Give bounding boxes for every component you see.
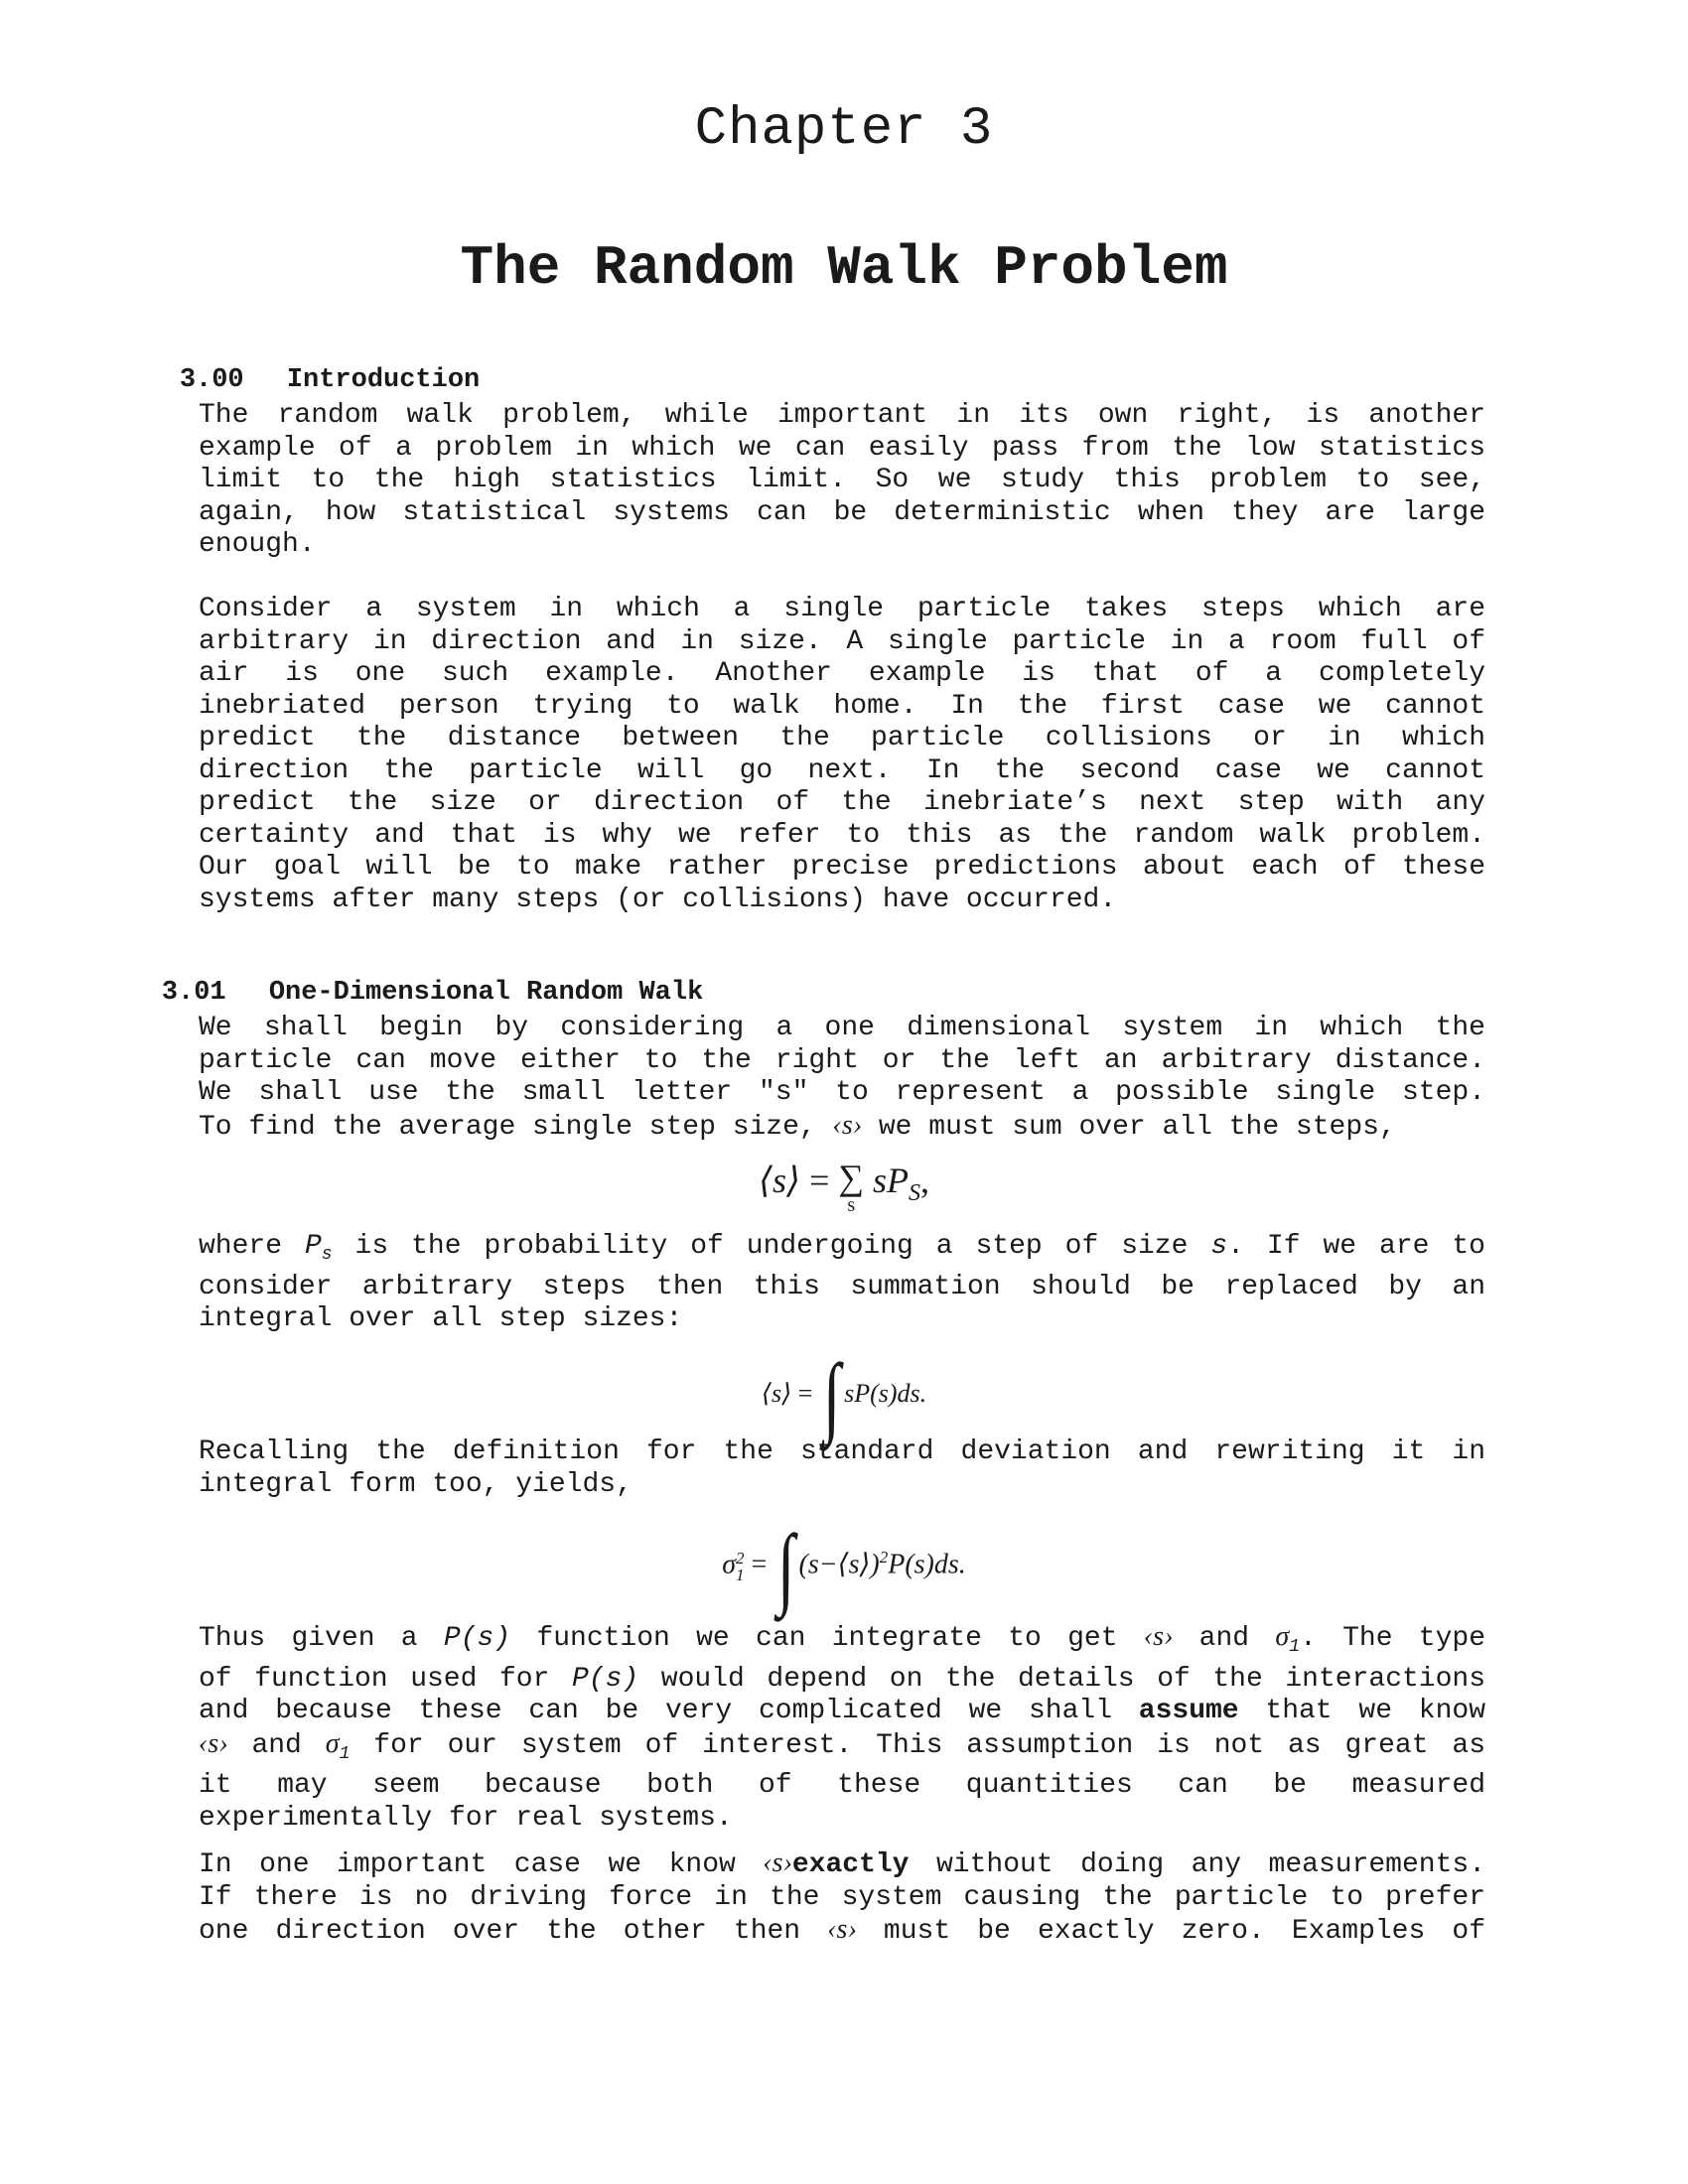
equation-mean-integral: ⟨s⟩ = ∫ sP(s)ds. xyxy=(761,1345,927,1446)
equation-variance: σ 2 1 = ∫ (s−⟨s⟩)$^2$P(s)ds. xyxy=(722,1516,966,1617)
paragraph-intro-1: The random walk problem, while important in its own right, is another example of a problem in which we can easily pass from the low statistics limit to the high statistics limit. So we study this problem to see, again, how statistical systems can be deterministic when they are large enough. xyxy=(199,400,1485,560)
section-number: 3.00 xyxy=(179,365,244,395)
paragraph-walk-4: Thus given a P(s) function we can integrate to get ‹s› and $\sigma_1$. The type of function used for P(s) would depend on the details of the interactions and because these can be very complicated we shall assume that we know ‹s› and $\sigma_1$ for our system of interest. This assumption is not as great as it may seem because both of these quantities can be measured experimentally for real systems. xyxy=(199,1621,1486,1834)
paragraph-walk-3: Recalling the definition for the standard deviation and rewriting it in integral form too, yields, xyxy=(199,1436,1485,1500)
paragraph-walk-1: We shall begin by considering a one dimensional system in which the particle can move either to the right or the left an arbitrary distance. We shall use the small letter "s" to represent a possible single step. To find the average single step size, ‹s› we must sum over all the steps, xyxy=(199,1013,1485,1143)
paragraph-walk-5: In one important case we know ‹s›exactly without doing any measurements. If there is no driving force in the system causing the particle to prefer one direction over the other then ‹s› must be exactly zero. Examples of xyxy=(199,1847,1486,1947)
mean-step-symbol: ‹s› xyxy=(832,1109,863,1141)
section-title: One-Dimensional Random Walk xyxy=(268,978,704,1008)
section-number: 3.01 xyxy=(161,978,226,1008)
chapter-title: The Random Walk Problem xyxy=(460,236,1228,300)
equation-mean-sum: ⟨s⟩ = ∑ s $sP_S$, xyxy=(758,1158,930,1216)
paragraph-intro-2: Consider a system in which a single particle takes steps which are arbitrary in direction and in size. A single particle in a room full of air is one such example. Another example is that of a completely inebriated person trying to walk home. In the first case we cannot predict the distance between the particle collisions or in which direction the particle will go next. In the second case we cannot predict the size or direction of the inebriate’s next step with any certainty and that is why we refer to this as the random walk problem. Our goal will be to make rather precise predictions about each of these systems after many steps (or collisions) have occurred. xyxy=(199,594,1485,915)
section-title: Introduction xyxy=(286,365,481,395)
paragraph-walk-2: where $P_s$ is the probability of undergoing a step of size s. If we are to consider arbitrary steps then this summation should be replaced by an integral over all step sizes: xyxy=(199,1231,1485,1334)
chapter-label: Chapter 3 xyxy=(694,99,994,160)
